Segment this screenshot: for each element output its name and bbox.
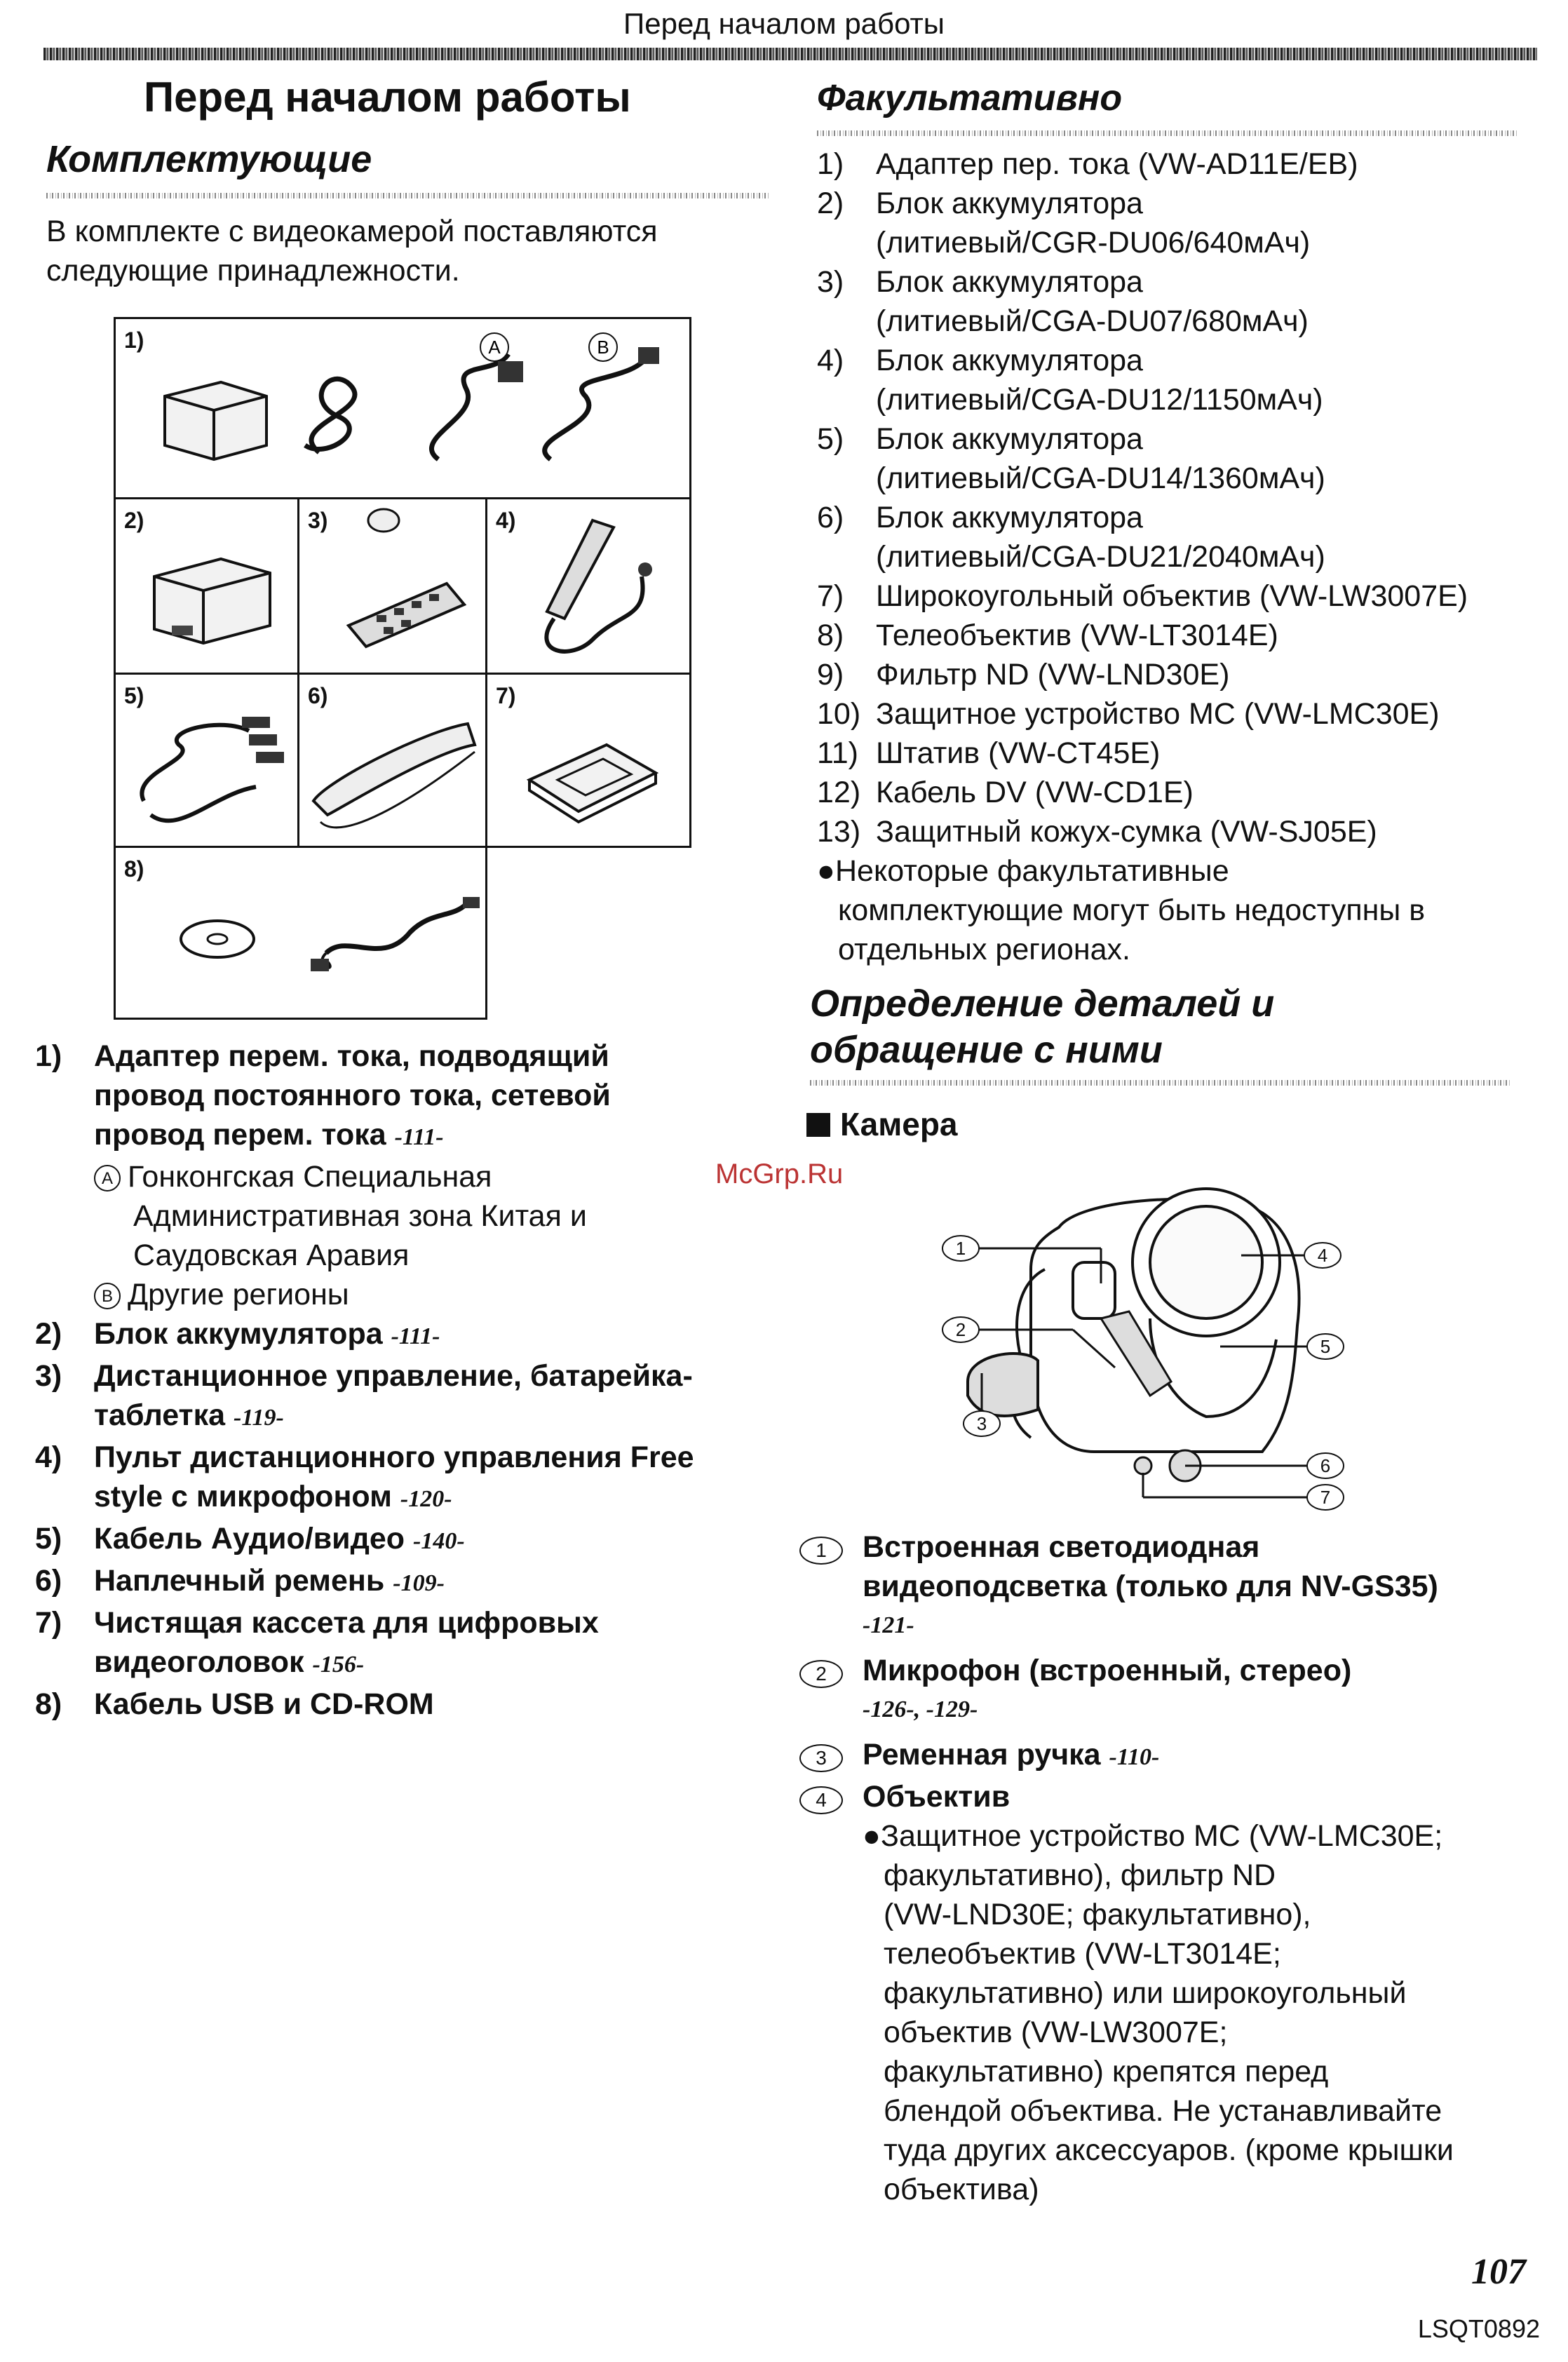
shoulder-strap-drawing — [299, 675, 489, 850]
bullet-icon: ● — [863, 1819, 881, 1853]
ac-adaptor-cords-drawing — [116, 319, 694, 501]
page-ref: -121- — [863, 1612, 914, 1638]
optional-list — [817, 144, 1546, 969]
diagram-label-5: 5 — [1320, 1336, 1331, 1357]
diagram-label-1: 1 — [955, 1238, 966, 1259]
diagram-label-2: 2 — [955, 1319, 966, 1340]
list-item: 4) Блок аккумулятора (литиевый/CGA-DU12/1150мАч) — [817, 344, 1323, 417]
mark-a-icon: A — [94, 1165, 121, 1192]
camera-subheading: Камера — [806, 1105, 958, 1143]
page-ref: -126-, -129- — [863, 1696, 978, 1722]
diagram-label-6: 6 — [1320, 1455, 1331, 1476]
page-ref: -109- — [393, 1570, 445, 1596]
list-item: 12) Кабель DV (VW-CD1E) — [817, 776, 1194, 809]
list-item: 7) Чистящая кассета для цифровых видеоголовок -156- — [35, 1606, 599, 1679]
cell-label: 4) — [496, 508, 516, 533]
mark-a: A — [488, 337, 501, 358]
page-ref: -119- — [234, 1405, 284, 1431]
page-ref: -110- — [1109, 1744, 1160, 1770]
intro-line: В комплекте с видеокамерой поставляются — [46, 215, 658, 248]
list-item: 1) Адаптер пер. тока (VW-AD11E/EB) — [817, 147, 1358, 181]
list-item: 5) Блок аккумулятора (литиевый/CGA-DU14/1360мАч) — [817, 422, 1325, 495]
cell-label: 2) — [124, 508, 144, 533]
accessories-intro — [46, 212, 658, 290]
accessory-cell-6 — [297, 673, 487, 848]
camera-diagram — [940, 1185, 1360, 1529]
callout-icon: 2 — [799, 1660, 843, 1688]
accessory-cell-1 — [114, 317, 691, 499]
callout-icon: 1 — [799, 1537, 843, 1565]
list-item: 3 Ременная ручка -110- — [799, 1735, 1543, 1777]
list-item: 2 Микрофон (встроенный, стерео) -126-, -129- — [799, 1651, 1543, 1729]
watermark: McGrp.Ru — [715, 1159, 844, 1189]
accessory-cell-3 — [297, 497, 487, 675]
list-item: 4) Пульт дистанционного управления Free style с микрофоном -120- — [35, 1440, 694, 1513]
accessory-cell-4 — [485, 497, 691, 675]
list-item: 3) Дистанционное управление, батарейка- таблетка -119- — [35, 1359, 693, 1432]
mark-b-icon: B — [94, 1283, 121, 1309]
diagram-label-7: 7 — [1320, 1487, 1331, 1508]
parts-heading: Определение деталей и обращение с ними — [810, 983, 1275, 1071]
header-rule — [43, 48, 1537, 60]
page-number: 107 — [1471, 2252, 1526, 2292]
parts-list — [799, 1527, 1543, 2209]
list-item: 11) Штатив (VW-CT45E) — [817, 736, 1161, 770]
diagram-label-3: 3 — [976, 1413, 987, 1434]
list-item: 3) Блок аккумулятора (литиевый/CGA-DU07/680мАч) — [817, 265, 1309, 338]
running-header: Перед началом работы — [623, 7, 945, 40]
accessory-cell-2 — [114, 497, 299, 675]
list-item: 6) Наплечный ремень -109- — [35, 1564, 445, 1598]
region-a: A Гонконгская Специальная Административная зона Китая и Саудовская Аравия — [35, 1157, 764, 1275]
cell-label: 8) — [124, 856, 144, 882]
cell-label: 7) — [496, 683, 516, 708]
freestyle-remote-drawing — [487, 499, 694, 677]
page-ref: -120- — [400, 1486, 452, 1512]
accessories-list — [35, 1037, 764, 1724]
callout-icon: 3 — [799, 1744, 843, 1772]
list-item: 6) Блок аккумулятора (литиевый/CGA-DU21/2040мАч) — [817, 501, 1325, 574]
usb-cable-cd-drawing — [116, 848, 489, 1022]
optional-heading: Факультативно — [817, 78, 1123, 119]
list-item: 13) Защитный кожух-сумка (VW-SJ05E) — [817, 815, 1377, 849]
square-bullet-icon — [806, 1113, 830, 1137]
cleaning-cassette-drawing — [487, 675, 694, 850]
diagram-label-4: 4 — [1317, 1245, 1328, 1266]
callout-icon: 4 — [799, 1786, 843, 1814]
bullet-icon: ● — [817, 854, 835, 888]
page-title: Перед началом работы — [144, 74, 631, 121]
list-item: 4 Объектив — [799, 1777, 1543, 1816]
heading-rule — [817, 130, 1518, 136]
heading-rule — [810, 1080, 1511, 1086]
accessories-heading: Комплектующие — [46, 138, 372, 180]
list-item: 1) Адаптер перем. тока, подводящий провод постоянного тока, сетевой провод перем. тока -111- — [35, 1039, 611, 1152]
accessory-cell-7 — [485, 673, 691, 848]
av-cable-drawing — [116, 675, 302, 850]
heading-rule — [46, 193, 769, 198]
cell-label: 6) — [308, 683, 328, 708]
remote-control-drawing — [299, 499, 489, 677]
battery-drawing — [116, 499, 302, 677]
list-item: 8) Телеобъектив (VW-LT3014E) — [817, 619, 1278, 652]
list-item: 5) Кабель Аудио/видео -140- — [35, 1522, 465, 1555]
list-item: 9) Фильтр ND (VW-LND30E) — [817, 658, 1230, 691]
page-ref: -111- — [394, 1124, 444, 1150]
optional-note: ●Некоторые факультативные комплектующие могут быть недоступны в отдельных регионах. — [817, 854, 1426, 966]
accessory-cell-5 — [114, 673, 299, 848]
mark-b: B — [597, 337, 609, 358]
list-item: 2) Блок аккумулятора (литиевый/CGR-DU06/640мАч) — [817, 187, 1311, 259]
cell-label: 3) — [308, 508, 328, 533]
accessories-figure — [114, 317, 691, 1020]
list-item: 8) Кабель USB и CD-ROM — [35, 1687, 434, 1721]
region-b: B Другие регионы — [35, 1275, 764, 1314]
list-item: 7) Широкоугольный объектив (VW-LW3007E) — [817, 579, 1468, 613]
list-item: 2) Блок аккумулятора -111- — [35, 1317, 440, 1351]
document-code: LSQT0892 — [1417, 2314, 1540, 2343]
cell-label: 5) — [124, 683, 144, 708]
list-item: 10) Защитное устройство MC (VW-LMC30E) — [817, 697, 1440, 731]
accessory-cell-8 — [114, 846, 487, 1020]
page-ref: -140- — [413, 1528, 465, 1554]
cell-label: 1) — [124, 328, 144, 353]
lens-note: ●Защитное устройство MC (VW-LMC30E; факультативно), фильтр ND (VW-LND30E; факультативно), телеобъектив (VW-LT3014E; факультативно) или широкоугольный объектив (VW-LW3007E; факультативно) крепятся перед блендой объектива. Не устанавливайте туда других аксессуаров. (кроме крышки объектива) — [863, 1819, 1454, 2206]
intro-line: следующие принадлежности. — [46, 254, 460, 288]
list-item: 1 Встроенная светодиодная видеоподсветка (только для NV-GS35) -121- — [799, 1527, 1543, 1645]
page-ref: -111- — [391, 1323, 440, 1349]
page-ref: -156- — [312, 1652, 365, 1678]
